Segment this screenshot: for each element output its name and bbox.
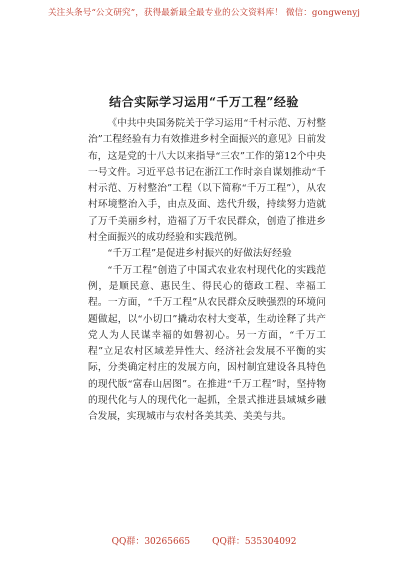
footer-contacts bbox=[0, 534, 408, 547]
document-title: 结合实际学习运用“千万工程”经验 bbox=[109, 95, 299, 109]
qq-group-1: QQ群：30265665 bbox=[111, 537, 191, 547]
document-body bbox=[88, 116, 326, 426]
qq-group-2: QQ群：535304092 bbox=[212, 537, 297, 547]
paragraph-intro: 《中共中央国务院关于学习运用“千村示范、万村整治”工程经验有力有效推进乡村全面振兴的意见》日前发布，这是党的十八大以来指导“三农”工作的第12个中央一号文件。习近平总书记在浙江工作时亲自谋划推动“千村示范、万村整治”工程（以下简称“千万工程”），从农村环境整治入手，由点及面、迭代升级，持续努力造就了万千美丽乡村，造福了万千农民群众，创造了推进乡村全面振兴的成功经验和实践范例。 bbox=[88, 118, 326, 244]
paragraph-body: “千万工程”创造了中国式农业农村现代化的实践范例，是顺民意、惠民生、得民心的德政工程、幸福工程。一方面，“千万工程”从农民群众反映强烈的环境问题做起，以“小切口”撬动农村大变革，生动诠释了共产党人为人民谋幸福的如磐初心。另一方面，“千万工程”立足农村区域差异性大、经济社会发展不平衡的实际，分类确定村庄的发展方向，因村制宜建设各具特色的现代版“富春山居图”。在推进“千万工程”时，坚持物的现代化与人的现代化一起抓，全景式推进县域城乡融合发展，实现城市与农村各美其美、美美与共。 bbox=[88, 264, 326, 423]
section-heading: “千万工程”是促进乡村振兴的好做法好经验 bbox=[107, 248, 292, 260]
header-notice: 关注头条号“公文研究”，获得最新最全最专业的公文资料库！ 微信：gongwenyj bbox=[47, 8, 361, 18]
